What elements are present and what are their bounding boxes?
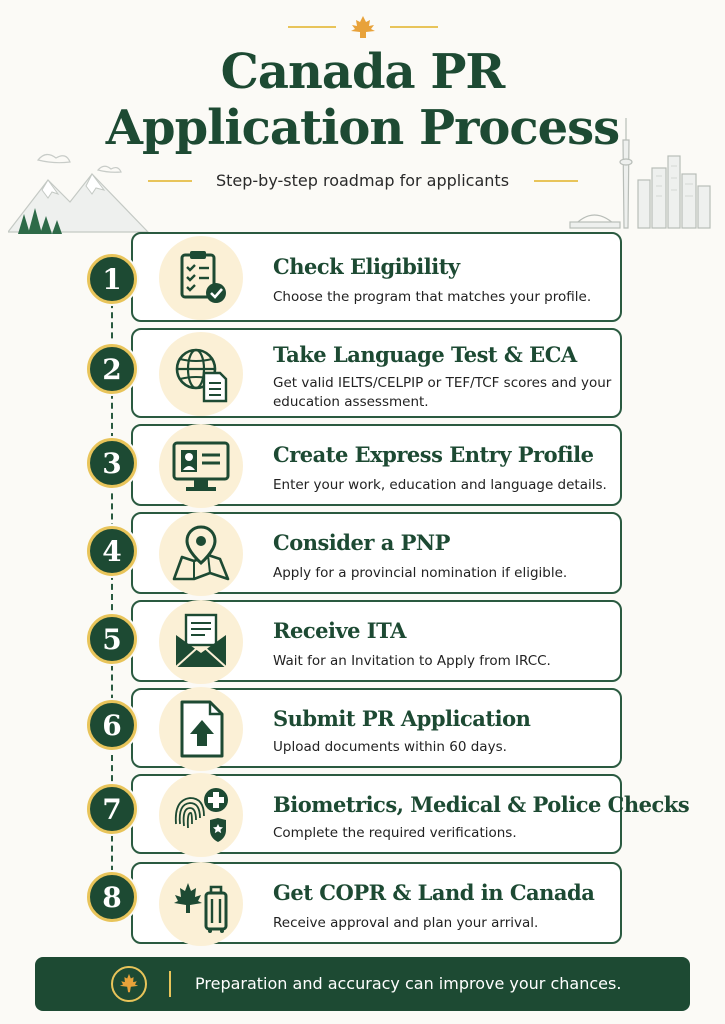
maple-leaf-icon [118,973,140,995]
step-description: Get valid IELTS/CELPIP or TEF/TCF scores and your education assessment. [273,375,612,410]
step-number-badge: 7 [87,784,137,834]
step-title: Create Express Entry Profile [273,442,594,467]
footer-text: Preparation and accuracy can improve your chances. [195,974,622,993]
step-description: Enter your work, education and language details. [273,477,607,493]
page-title-line-1: Canada PR [220,44,505,100]
step-title: Get COPR & Land in Canada [273,880,595,905]
step-description: Choose the program that matches your profile. [273,289,592,305]
step-title: Biometrics, Medical & Police Checks [273,792,690,817]
step-card-5 [131,600,622,682]
monitor-profile-icon [170,435,232,497]
mountains-illustration [8,140,158,240]
step-title: Take Language Test & ECA [273,342,577,367]
map-pin-icon [170,523,232,585]
step-description: Complete the required verifications. [273,825,517,841]
step-number-badge: 6 [87,700,137,750]
step-description: Receive approval and plan your arrival. [273,915,539,931]
clipboard-check-icon [170,247,232,309]
step-card-3 [131,424,622,506]
step-title: Check Eligibility [273,254,460,279]
step-card-6 [131,688,622,768]
step-title: Consider a PNP [273,530,450,555]
step-title: Submit PR Application [273,706,531,731]
city-skyline-illustration [568,110,718,232]
maple-leaf-icon [351,16,375,38]
page-title-line-2: Application Process [105,100,620,156]
file-upload-icon [170,698,232,760]
step-description: Apply for a provincial nomination if eligible. [273,565,568,581]
maple-leaf-suitcase-icon [170,873,232,935]
step-number-badge: 1 [87,254,137,304]
step-number-badge: 5 [87,614,137,664]
step-card-7 [131,774,690,854]
step-title: Receive ITA [273,618,406,643]
globe-document-icon [170,343,232,405]
step-card-2 [131,328,622,418]
step-description: Upload documents within 60 days. [273,739,507,755]
step-card-4 [131,512,622,594]
footer-divider [169,971,171,997]
step-card-1 [131,232,622,322]
step-number-badge: 2 [87,344,137,394]
step-card-8 [131,862,622,944]
fingerprint-medical-badge-icon [170,784,232,846]
step-description: Wait for an Invitation to Apply from IRCC. [273,653,551,669]
step-number-badge: 3 [87,438,137,488]
step-number-badge: 4 [87,526,137,576]
top-ornament [0,14,725,40]
page-subtitle: Step-by-step roadmap for applicants [215,171,510,190]
step-number-badge: 8 [87,872,137,922]
footer-banner [35,957,690,1011]
envelope-letter-icon [170,611,232,673]
